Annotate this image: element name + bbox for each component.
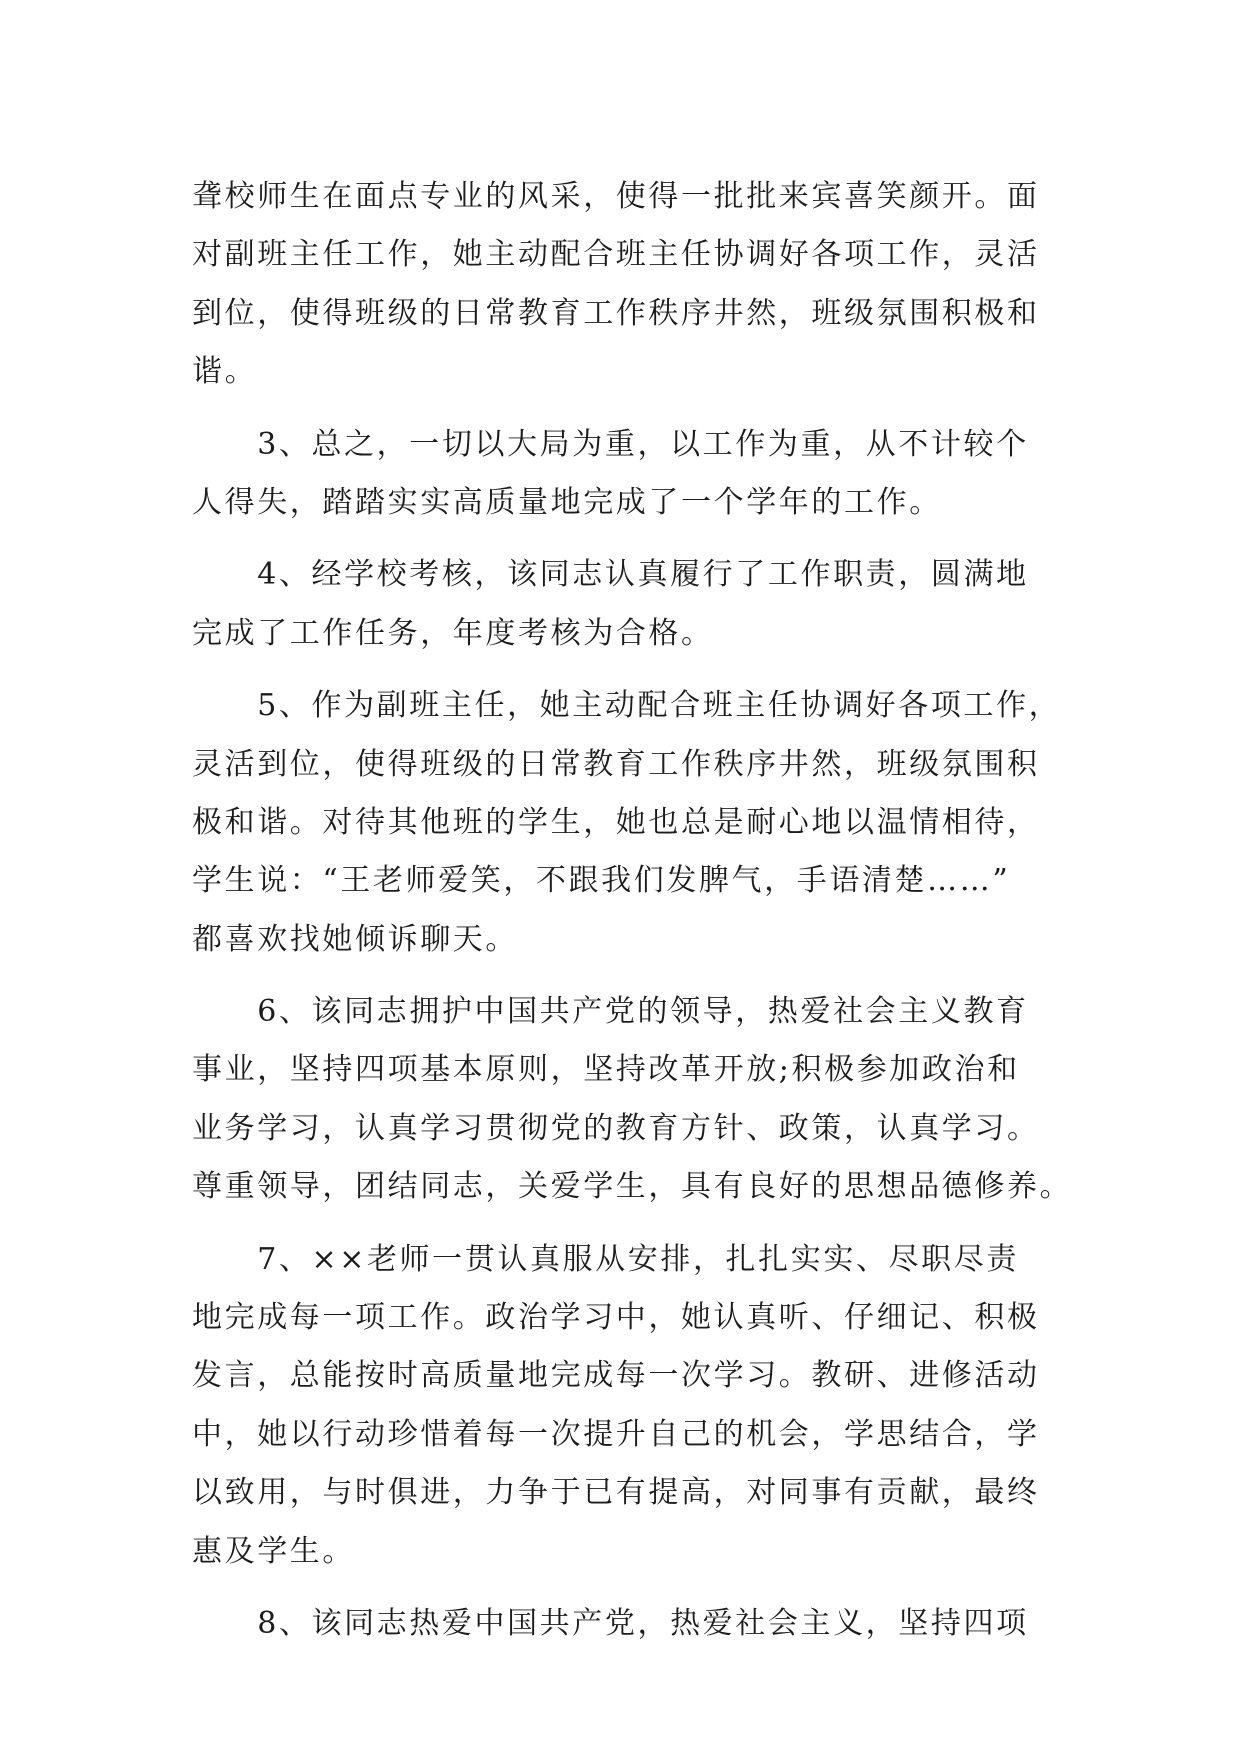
text-line: 3、总之，一切以大局为重，以工作为重，从不计较个: [192, 426, 1029, 462]
text-line: 地完成每一项工作。政治学习中，她认真听、仔细记、积极: [192, 1300, 1040, 1336]
text-line: 谐。: [192, 354, 258, 390]
paragraph-continued: [192, 168, 1072, 402]
text-line: 8、该同志热爱中国共产党，热爱社会主义，坚持四项: [192, 1605, 1029, 1641]
text-line: 对副班主任工作，她主动配合班主任协调好各项工作，灵活: [192, 237, 1040, 273]
paragraph-5: [192, 677, 1072, 969]
paragraph-7: [192, 1231, 1072, 1581]
text-line: 极和谐。对待其他班的学生，她也总是耐心地以温情相待，: [192, 804, 1040, 840]
text-line: 中，她以行动珍惜着每一次提升自己的机会，学思结合，学: [192, 1416, 1040, 1452]
paragraph-8: [192, 1595, 1072, 1653]
text-line: 业务学习，认真学习贯彻党的教育方针、政策，认真学习。: [192, 1110, 1040, 1146]
paragraph-6: [192, 983, 1072, 1217]
text-line: 尊重领导，团结同志，关爱学生，具有良好的思想品德修养。: [192, 1169, 1073, 1205]
text-line: 都喜欢找她倾诉聊天。: [192, 921, 518, 957]
document-body: [192, 168, 1072, 1653]
text-line: 聋校师生在面点专业的风采，使得一批批来宾喜笑颜开。面: [192, 179, 1040, 214]
text-line: 5、作为副班主任，她主动配合班主任协调好各项工作，: [192, 688, 1062, 724]
text-line: 4、经学校考核，该同志认真履行了工作职责，圆满地: [192, 557, 1029, 593]
text-line: 7、××老师一贯认真服从安排，扎扎实实、尽职尽责: [192, 1241, 1019, 1277]
text-line: 到位，使得班级的日常教育工作秩序井然，班级氛围积极和: [192, 295, 1040, 331]
text-line: 惠及学生。: [192, 1533, 355, 1569]
text-line: 6、该同志拥护中国共产党的领导，热爱社会主义教育: [192, 994, 1029, 1030]
text-line: 完成了工作任务，年度考核为合格。: [192, 615, 714, 651]
text-line: 灵活到位，使得班级的日常教育工作秩序井然，班级氛围积: [192, 746, 1040, 782]
text-line: 以致用，与时俱进，力争于已有提高，对同事有贡献，最终: [192, 1475, 1040, 1511]
text-line: 学生说：“王老师爱笑，不跟我们发脾气，手语清楚……”: [192, 863, 1011, 899]
paragraph-4: [192, 546, 1072, 663]
text-line: 发言，总能按时高质量地完成每一次学习。教研、进修活动: [192, 1358, 1040, 1394]
paragraph-3: [192, 416, 1072, 533]
text-line: 人得失，踏踏实实高质量地完成了一个学年的工作。: [192, 484, 942, 520]
text-line: 事业，坚持四项基本原则，坚持改革开放;积极参加政治和: [192, 1052, 1020, 1088]
